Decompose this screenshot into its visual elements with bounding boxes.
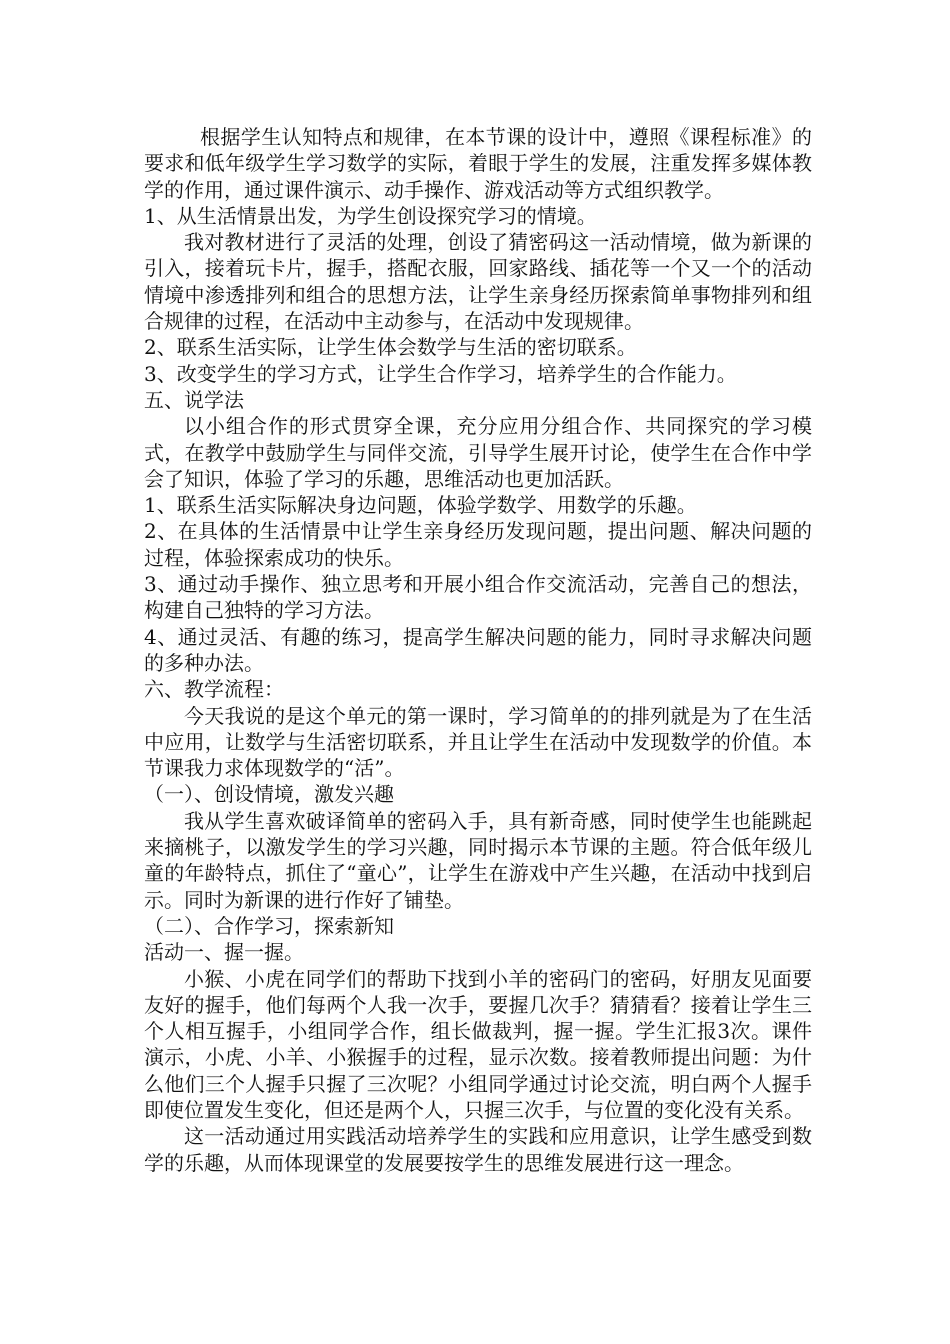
subsection-1-heading: （一）、创设情境，激发兴趣 xyxy=(144,782,394,807)
point-1-heading: 1、从生活情景出发，为学生创设探究学习的情境。 xyxy=(144,203,597,228)
method-3: 3、通过动手操作、独立思考和开展小组合作交流活动，完善自己的想法，构建自己独特的学习方法。 xyxy=(144,572,812,623)
subsection-2-heading: （二）、合作学习，探索新知 xyxy=(144,913,394,938)
activity-1-body: 小猴、小虎在同学们的帮助下找到小羊的密码门的密码，好朋友见面要友好的握手，他们每两个人我一次手，要握几次手？猜猜看？接着让学生三个人相互握手，小组同学合作，组长做裁判，握一握。学生汇报3次。课件演示，小虎、小羊、小猴握手的过程，显示次数。接着教师提出问题：为什么他们三个人握手只握了三次呢？小组同学通过讨论交流，明白两个人握手即使位置发生变化，但还是两个人，只握三次手，与位置的变化没有关系。 xyxy=(144,966,812,1122)
document-page xyxy=(144,124,812,1176)
section-6-body: 今天我说的是这个单元的第一课时，学习简单的的排列就是为了在生活中应用，让数学与生活密切联系，并且让学生在活动中发现数学的价值。本节课我力求体现数学的“活”。 xyxy=(144,703,812,781)
activity-1-summary: 这一活动通过用实践活动培养学生的实践和应用意识，让学生感受到数学的乐趣，从而体现课堂的发展要按学生的思维发展进行这一理念。 xyxy=(144,1124,812,1175)
method-2: 2、在具体的生活情景中让学生亲身经历发现问题，提出问题、解决问题的过程，体验探索成功的快乐。 xyxy=(144,519,812,570)
method-1: 1、联系生活实际解决身边问题，体验学数学、用数学的乐趣。 xyxy=(144,493,697,518)
section-6-heading: 六、教学流程： xyxy=(144,677,284,702)
intro-paragraph: 根据学生认知特点和规律，在本节课的设计中，遵照《课程标准》的要求和低年级学生学习数学的实际，着眼于学生的发展，注重发挥多媒体教学的作用，通过课件演示、动手操作、游戏活动等方式组织教学。 xyxy=(144,125,812,202)
subsection-1-body: 我从学生喜欢破译简单的密码入手，具有新奇感，同时使学生也能跳起来摘桃子，以激发学生的学习兴趣，同时揭示本节课的主题。符合低年级儿童的年龄特点，抓住了“童心”，让学生在游戏中产生兴趣，在活动中找到启示。同时为新课的进行作好了铺垫。 xyxy=(144,808,812,912)
point-1-body: 我对教材进行了灵活的处理，创设了猜密码这一活动情境，做为新课的引入，接着玩卡片，握手，搭配衣服，回家路线、插花等一个又一个的活动情境中渗透排列和组合的思想方法，让学生亲身经历探索简单事物排列和组合规律的过程，在活动中主动参与，在活动中发现规律。 xyxy=(144,230,812,334)
point-3-heading: 3、改变学生的学习方式，让学生合作学习，培养学生的合作能力。 xyxy=(144,361,737,386)
point-2-heading: 2、联系生活实际，让学生体会数学与生活的密切联系。 xyxy=(144,335,637,360)
section-5-body: 以小组合作的形式贯穿全课，充分应用分组合作、共同探究的学习模式，在教学中鼓励学生与同伴交流，引导学生展开讨论，使学生在合作中学会了知识，体验了学习的乐趣，思维活动也更加活跃。 xyxy=(144,414,812,491)
method-4: 4、通过灵活、有趣的练习，提高学生解决问题的能力，同时寻求解决问题的多种办法。 xyxy=(144,624,812,675)
activity-1-heading: 活动一、握一握。 xyxy=(144,940,304,965)
section-5-heading: 五、说学法 xyxy=(144,387,244,412)
